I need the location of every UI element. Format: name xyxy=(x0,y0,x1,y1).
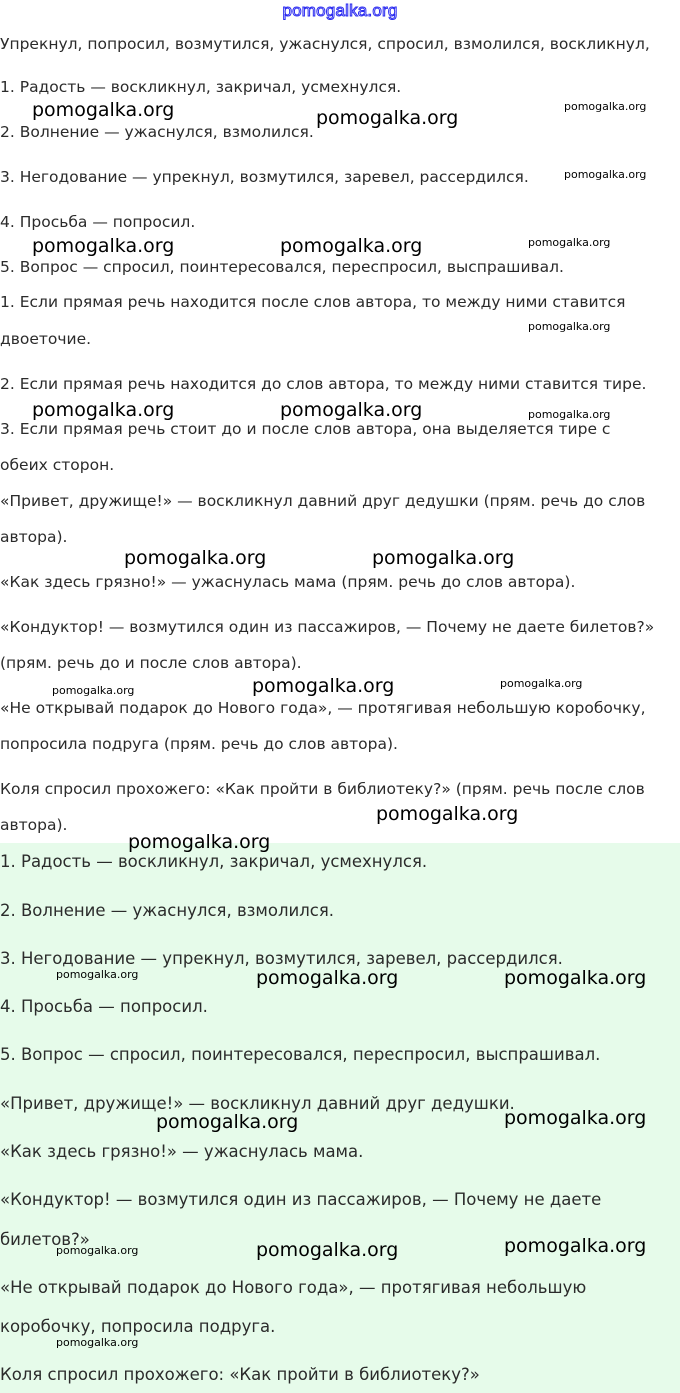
watermark: pomogalka.org xyxy=(504,967,647,989)
watermark: pomogalka.org xyxy=(564,168,647,181)
text-line: автора). xyxy=(0,816,68,834)
answer-line: «Привет, дружище!» — воскликнул давний друг дедушки. xyxy=(0,1094,515,1113)
text-line: «Как здесь грязно!» — ужаснулась мама (прям. речь до слов автора). xyxy=(0,573,576,591)
watermark: pomogalka.org xyxy=(528,320,611,333)
text-line: двоеточие. xyxy=(0,330,92,348)
text-line: 1. Если прямая речь находится после слов автора, то между ними ставится xyxy=(0,293,626,311)
text-line: «Не открывай подарок до Нового года», — протягивая небольшую коробочку, xyxy=(0,699,646,717)
watermark: pomogalka.org xyxy=(56,1336,139,1349)
text-line: 2. Если прямая речь находится до слов автора, то между ними ставится тире. xyxy=(0,375,647,393)
watermark: pomogalka.org xyxy=(280,399,423,421)
watermark: pomogalka.org xyxy=(376,803,519,825)
text-line: 3. Негодование — упрекнул, возмутился, заревел, рассердился. xyxy=(0,168,529,186)
answer-line: билетов?» xyxy=(0,1230,90,1249)
watermark: pomogalka.org xyxy=(56,1244,139,1257)
watermark: pomogalka.org xyxy=(32,235,175,257)
watermark: pomogalka.org xyxy=(128,831,271,853)
text-line: «Кондуктор! — возмутился один из пассажиров, — Почему не даете билетов?» xyxy=(0,618,655,636)
answer-line: 1. Радость — воскликнул, закричал, усмехнулся. xyxy=(0,852,428,871)
answer-line: «Кондуктор! — возмутился один из пассажиров, — Почему не даете xyxy=(0,1190,602,1209)
watermark: pomogalka.org xyxy=(32,99,175,121)
text-line: 3. Если прямая речь стоит до и после слов автора, она выделяется тире с xyxy=(0,420,611,438)
watermark: pomogalka.org xyxy=(56,968,139,981)
answer-line: коробочку, попросила подруга. xyxy=(0,1317,276,1336)
watermark: pomogalka.org xyxy=(504,1107,647,1129)
answer-panel xyxy=(0,843,680,1393)
answer-line: 2. Волнение — ужаснулся, взмолился. xyxy=(0,901,335,920)
text-line: Упрекнул, попросил, возмутился, ужаснулся, спросил, взмолился, воскликнул, xyxy=(0,35,650,53)
text-line: 1. Радость — воскликнул, закричал, усмехнулся. xyxy=(0,78,402,96)
answer-line: «Не открывай подарок до Нового года», — протягивая небольшую xyxy=(0,1278,587,1297)
answer-line: 4. Просьба — попросил. xyxy=(0,997,208,1016)
watermark: pomogalka.org xyxy=(528,236,611,249)
watermark: pomogalka.org xyxy=(32,399,175,421)
watermark: pomogalka.org xyxy=(252,675,395,697)
watermark: pomogalka.org xyxy=(500,677,583,690)
answer-line: Коля спросил прохожего: «Как пройти в библиотеку?» xyxy=(0,1365,480,1384)
answer-line: 3. Негодование — упрекнул, возмутился, заревел, рассердился. xyxy=(0,949,563,968)
text-line: обеих сторон. xyxy=(0,456,115,474)
text-line: автора). xyxy=(0,528,68,546)
text-line: (прям. речь до и после слов автора). xyxy=(0,654,302,672)
text-line: 4. Просьба — попросил. xyxy=(0,213,196,231)
site-title[interactable]: pomogalka.org xyxy=(282,1,398,20)
watermark: pomogalka.org xyxy=(528,408,611,421)
watermark: pomogalka.org xyxy=(52,684,135,697)
watermark: pomogalka.org xyxy=(504,1235,647,1257)
watermark: pomogalka.org xyxy=(280,235,423,257)
watermark: pomogalka.org xyxy=(256,1239,399,1261)
answer-line: 5. Вопрос — спросил, поинтересовался, переспросил, выспрашивал. xyxy=(0,1045,601,1064)
watermark: pomogalka.org xyxy=(564,100,647,113)
watermark: pomogalka.org xyxy=(372,547,515,569)
text-line: 5. Вопрос — спросил, поинтересовался, переспросил, выспрашивал. xyxy=(0,258,564,276)
watermark: pomogalka.org xyxy=(124,547,267,569)
answer-line: «Как здесь грязно!» — ужаснулась мама. xyxy=(0,1142,364,1161)
text-line: «Привет, дружище!» — воскликнул давний друг дедушки (прям. речь до слов xyxy=(0,492,646,510)
watermark: pomogalka.org xyxy=(316,107,459,129)
text-line: 2. Волнение — ужаснулся, взмолился. xyxy=(0,123,314,141)
text-line: попросила подруга (прям. речь до слов автора). xyxy=(0,735,398,753)
text-line: Коля спросил прохожего: «Как пройти в библиотеку?» (прям. речь после слов xyxy=(0,780,645,798)
watermark: pomogalka.org xyxy=(156,1111,299,1133)
watermark: pomogalka.org xyxy=(256,967,399,989)
